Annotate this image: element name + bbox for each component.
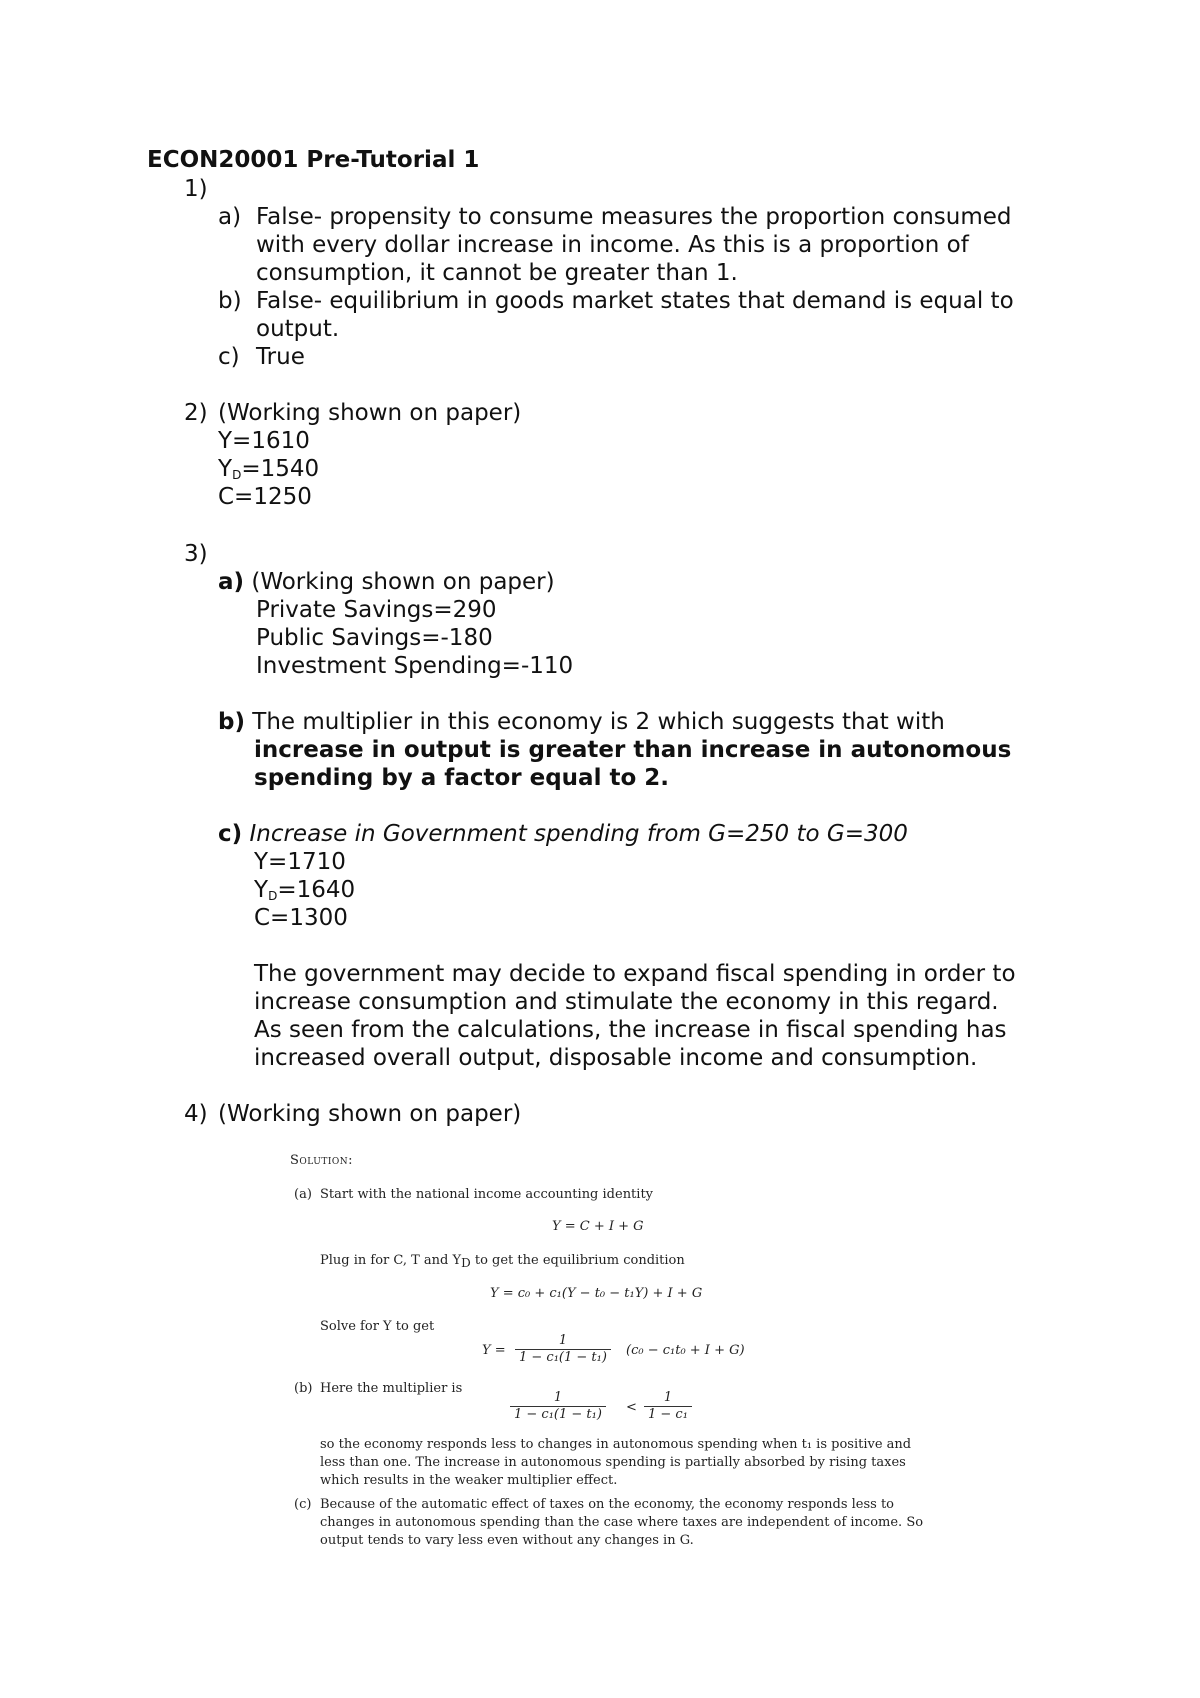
q3-c-consumption: C=1300 [254, 905, 348, 931]
solution-eq-equilibrium: Y = c₀ + c₁(Y − t₀ − t₁Y) + I + G [490, 1286, 703, 1301]
solution-mult-denominator: 1 − c₁(1 − t₁) [510, 1406, 606, 1423]
q1-c-label: c) [218, 344, 240, 370]
solution-c-para-line3: output tends to vary less even without any changes in G. [320, 1533, 694, 1548]
solution-eq3-lhs: Y = [482, 1343, 506, 1358]
solution-eq3-fraction [515, 1333, 611, 1366]
q3-b-line3: spending by a factor equal to 2. [254, 765, 670, 791]
solution-simple-multiplier-fraction [644, 1390, 692, 1423]
solution-mult-less-than: < [626, 1400, 637, 1415]
solution-c-para-line1: Because of the automatic effect of taxes on the economy, the economy responds less to [320, 1497, 895, 1512]
q2-disposable-income: $Y_D=1540$ [218, 456, 320, 482]
solution-solve-text: Solve for Y to get [320, 1319, 435, 1334]
q3-public-savings: Public Savings=-180 [256, 625, 493, 651]
solution-b-para-line3: which results in the weaker multiplier effect. [320, 1473, 618, 1488]
solution-image [270, 1140, 924, 1560]
q3-c-heading: c) Increase in Government spending from G=250 to G=300 [218, 821, 908, 847]
q1-a-line3: consumption, it cannot be greater than 1. [256, 260, 738, 286]
solution-eq3-numerator: 1 [558, 1333, 568, 1348]
q3-c-output: Y=1710 [254, 849, 346, 875]
q3-private-savings: Private Savings=290 [256, 597, 497, 623]
solution-eq3-denominator: 1 − c₁(1 − t₁) [515, 1349, 611, 1366]
solution-a-text: Start with the national income accounting identity [320, 1187, 654, 1202]
solution-c-para-line2: changes in autonomous spending than the case where taxes are independent of income. So [320, 1515, 924, 1530]
q1-a-label: a) [218, 204, 242, 230]
q2-consumption: C=1250 [218, 484, 312, 510]
q1-b-line2: output. [256, 316, 340, 342]
solution-simple-mult-numerator: 1 [663, 1390, 673, 1405]
solution-a-label: (a) [294, 1187, 312, 1202]
q3-b-line2: increase in output is greater than increase in autonomous [254, 737, 1012, 763]
q3-a: a) (Working shown on paper) [218, 569, 555, 595]
q3-c-para-line3: As seen from the calculations, the increase in fiscal spending has [254, 1017, 1007, 1043]
q2-number: 2) [184, 400, 208, 426]
solution-b-text: Here the multiplier is [320, 1381, 463, 1396]
solution-mult-numerator: 1 [553, 1390, 563, 1405]
solution-c-label: (c) [294, 1497, 312, 1512]
q2-output: Y=1610 [218, 428, 310, 454]
q3-c-disposable-income: $Y_D=1640$ [254, 877, 356, 903]
solution-b-para-line1: so the economy responds less to changes in autonomous spending when t₁ is positive and [320, 1437, 912, 1452]
solution-plug-text: Plug in for C, T and $Y_D$ to get the equilibrium condition [320, 1253, 685, 1270]
q4-number: 4) [184, 1101, 208, 1127]
solution-heading: Solution: [290, 1153, 354, 1168]
q4-working-note: (Working shown on paper) [218, 1101, 522, 1127]
q3-b-line1: b) The multiplier in this economy is 2 which suggests that with [218, 709, 945, 735]
q1-number: 1) [184, 176, 208, 202]
q3-investment-spending: Investment Spending=-110 [256, 653, 574, 679]
q1-c-text: True [256, 344, 305, 370]
q1-b-line1: False- equilibrium in goods market states that demand is equal to [256, 288, 1014, 314]
q3-c-para-line2: increase consumption and stimulate the economy in this regard. [254, 989, 999, 1015]
solution-b-label: (b) [294, 1381, 313, 1396]
q3-number: 3) [184, 541, 208, 567]
q3-c-para-line1: The government may decide to expand fiscal spending in order to [254, 961, 1016, 987]
q3-c-para-line4: increased overall output, disposable income and consumption. [254, 1045, 978, 1071]
solution-simple-mult-denominator: 1 − c₁ [644, 1406, 692, 1423]
q1-b-label: b) [218, 288, 242, 314]
solution-eq3-rhs: (c₀ − c₁t₀ + I + G) [626, 1343, 745, 1358]
q1-a-line2: with every dollar increase in income. As this is a proportion of [256, 232, 969, 258]
q1-a-line1: False- propensity to consume measures the proportion consumed [256, 204, 1012, 230]
document-title: ECON20001 Pre-Tutorial 1 [147, 147, 480, 173]
solution-multiplier-fraction [510, 1390, 606, 1423]
solution-eq-identity: Y = C + I + G [552, 1219, 644, 1234]
q2-working-note: (Working shown on paper) [218, 400, 522, 426]
solution-b-para-line2: less than one. The increase in autonomous spending is partially absorbed by rising taxes [320, 1455, 906, 1470]
